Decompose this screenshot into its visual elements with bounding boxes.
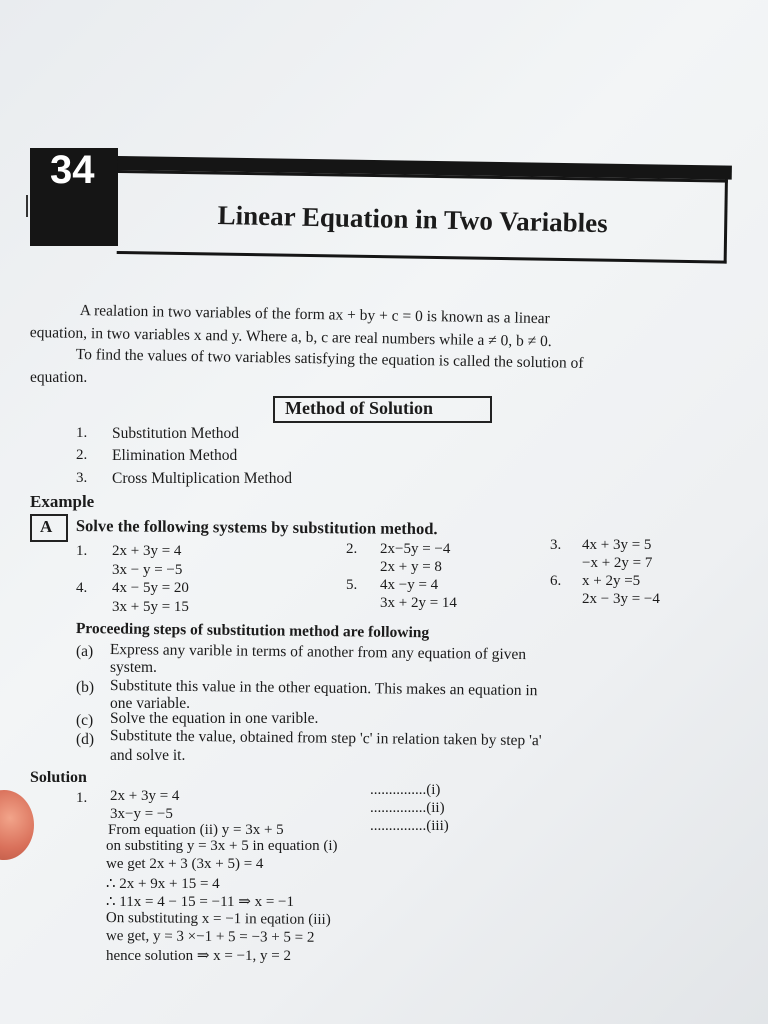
chapter-title: Linear Equation in Two Variables bbox=[217, 200, 609, 239]
equation-ref: ...............(iii) bbox=[370, 818, 449, 834]
step-text: system. bbox=[110, 659, 157, 676]
problem-number: 3. bbox=[550, 537, 562, 553]
step-text: one variable. bbox=[110, 695, 191, 712]
step-text: Substitute the value, obtained from step 'c' in relation taken by step 'a' bbox=[109, 727, 542, 750]
step-text: Solve the equation in one varible. bbox=[110, 710, 319, 727]
problem-number: 2. bbox=[346, 541, 358, 557]
step-label: (a) bbox=[76, 643, 94, 660]
solution-line: 2x + 3y = 4 bbox=[110, 788, 180, 804]
binding-mark bbox=[26, 195, 28, 217]
problem-equation: 2x + 3y = 4 bbox=[112, 543, 182, 559]
method-item-cross-multiplication: Cross Multiplication Method bbox=[112, 470, 292, 487]
problem-equation: −x + 2y = 7 bbox=[582, 555, 653, 571]
intro-line-1: A realation in two variables of the form ax + by + c = 0 is known as a linear bbox=[79, 302, 550, 328]
method-item-elimination: Elimination Method bbox=[112, 447, 238, 464]
intro-line-2: equation, in two variables x and y. Where a, b, c are real numbers while a ≠ 0, b ≠ 0. bbox=[29, 324, 552, 351]
equation-ref: ...............(ii) bbox=[370, 800, 445, 816]
problem-equation: 3x − y = −5 bbox=[112, 562, 183, 578]
equation-ref: ...............(i) bbox=[370, 782, 441, 798]
problem-equation: 4x − 5y = 20 bbox=[112, 580, 189, 596]
step-text: and solve it. bbox=[110, 747, 186, 764]
solution-heading: Solution bbox=[30, 769, 87, 786]
problem-number: 6. bbox=[550, 573, 562, 589]
step-text: Substitute this value in the other equation. This makes an equation in bbox=[109, 677, 538, 700]
solution-line: on substiting y = 3x + 5 in equation (i) bbox=[106, 838, 338, 854]
problem-equation: 2x − 3y = −4 bbox=[582, 591, 660, 607]
solution-line: From equation (ii) y = 3x + 5 bbox=[108, 822, 284, 838]
problem-equation: x + 2y =5 bbox=[582, 573, 641, 589]
problem-equation: 3x + 2y = 14 bbox=[380, 595, 457, 611]
step-text: Express any varible in terms of another from any equation of given bbox=[109, 641, 527, 664]
method-title: Method of Solution bbox=[285, 398, 434, 418]
solution-line: hence solution ⇒ x = −1, y = 2 bbox=[106, 948, 292, 964]
method-item-number: 3. bbox=[76, 470, 88, 486]
example-heading: Example bbox=[30, 492, 95, 511]
steps-heading: Proceeding steps of substitution method are following bbox=[75, 620, 430, 642]
chapter-number: 34 bbox=[50, 148, 95, 192]
method-item-substitution: Substitution Method bbox=[112, 425, 240, 442]
step-label: (c) bbox=[76, 712, 94, 729]
solution-line: we get, y = 3 ×−1 + 5 = −3 + 5 = 2 bbox=[105, 928, 315, 946]
solution-number: 1. bbox=[76, 790, 88, 806]
problem-equation: 4x + 3y = 5 bbox=[582, 537, 652, 553]
solution-line: On substituting x = −1 in eqation (iii) bbox=[105, 910, 331, 928]
problem-number: 1. bbox=[76, 543, 88, 559]
problem-equation: 4x −y = 4 bbox=[380, 577, 439, 593]
step-label: (d) bbox=[76, 731, 95, 748]
solution-line: we get 2x + 3 (3x + 5) = 4 bbox=[106, 856, 264, 872]
problem-number: 4. bbox=[76, 580, 88, 596]
problem-number: 5. bbox=[346, 577, 358, 593]
problem-equation: 2x + y = 8 bbox=[380, 559, 442, 575]
section-title: Solve the following systems by substitution method. bbox=[75, 516, 438, 539]
method-item-number: 1. bbox=[76, 425, 88, 441]
finger-photo-artifact bbox=[0, 790, 34, 860]
problem-equation: 2x−5y = −4 bbox=[380, 541, 451, 557]
intro-line-4: equation. bbox=[30, 369, 88, 386]
step-label: (b) bbox=[76, 679, 95, 696]
solution-line: ∴ 2x + 9x + 15 = 4 bbox=[106, 876, 220, 892]
solution-line: 3x−y = −5 bbox=[110, 806, 173, 822]
method-item-number: 2. bbox=[76, 447, 88, 463]
section-letter: A bbox=[40, 517, 53, 536]
intro-line-3: To find the values of two variables satisfying the equation is called the solution of bbox=[75, 346, 584, 372]
problem-equation: 3x + 5y = 15 bbox=[112, 599, 189, 615]
solution-line: ∴ 11x = 4 − 15 = −11 ⇒ x = −1 bbox=[106, 894, 295, 910]
